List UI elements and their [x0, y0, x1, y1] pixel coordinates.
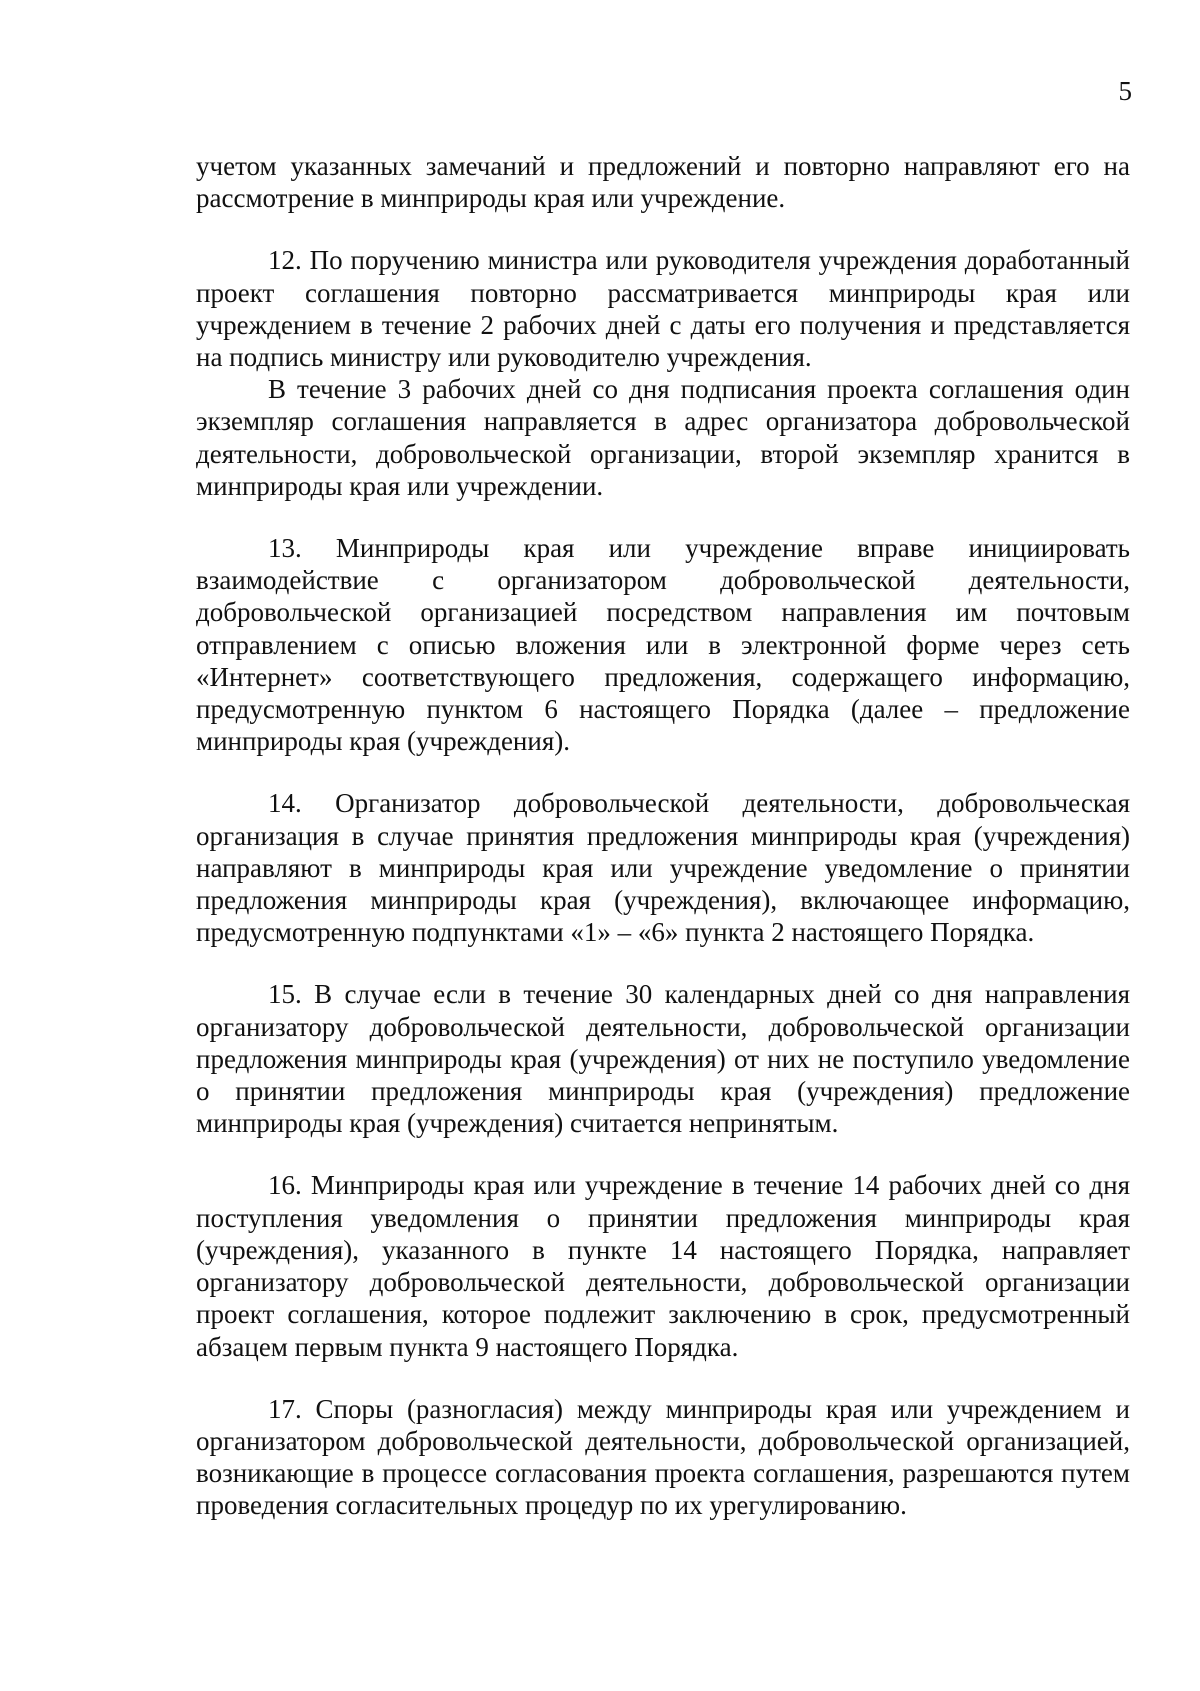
document-body: [196, 150, 1130, 1522]
paragraph-item-15: 15. В случае если в течение 30 календарных дней со дня направления организатору добровольческой деятельности, добровольческой организации предложения минприроды края (учреждения) от них не поступило уведомление о принятии предложения минприроды края (учреждения) предложение минприроды края (учреждения) считается непринятым.: [196, 979, 1130, 1139]
paragraph-item-12: 12. По поручению министра или руководителя учреждения доработанный проект соглашения повторно рассматривается минприроды края или учреждением в течение 2 рабочих дней с даты его получения и представляется на подпись министру или руководителю учреждения.: [196, 245, 1130, 373]
paragraph-item-12-second: В течение 3 рабочих дней со дня подписания проекта соглашения один экземпляр соглашения направляется в адрес организатора добровольческой деятельности, добровольческой организации, второй экземпляр хранится в минприроды края или учреждении.: [196, 374, 1130, 501]
paragraph-item-14: 14. Организатор добровольческой деятельности, добровольческая организация в случае принятия предложения минприроды края (учреждения) направляют в минприроды края или учреждение уведомление о принятии предложения минприроды края (учреждения), включающее информацию, предусмотренную подпунктами «1» – «6» пункта 2 настоящего Порядка.: [196, 788, 1130, 948]
paragraph-item-16: 16. Минприроды края или учреждение в течение 14 рабочих дней со дня поступления уведомления о принятии предложения минприроды края (учреждения), указанного в пункте 14 настоящего Порядка, направляет организатору добровольческой деятельности, добровольческой организации проект соглашения, которое подлежит заключению в срок, предусмотренный абзацем первым пункта 9 настоящего Порядка.: [196, 1170, 1130, 1362]
paragraph-item-13: 13. Минприроды края или учреждение вправе инициировать взаимодействие с организатором добровольческой деятельности, добровольческой организацией посредством направления им почтовым отправлением с описью вложения или в электронной форме через сеть «Интернет» соответствующего предложения, содержащего информацию, предусмотренную пунктом 6 настоящего Порядка (далее – предложение минприроды края (учреждения).: [196, 533, 1130, 757]
page-number: 5: [1118, 76, 1132, 106]
paragraph-continuation: учетом указанных замечаний и предложений и повторно направляют его на рассмотрение в минприроды края или учреждение.: [196, 151, 1130, 214]
paragraph-item-17: 17. Споры (разногласия) между минприроды края или учреждением и организатором добровольческой деятельности, добровольческой организацией, возникающие в процессе согласования проекта соглашения, разрешаются путем проведения согласительных процедур по их урегулированию.: [196, 1393, 1130, 1521]
